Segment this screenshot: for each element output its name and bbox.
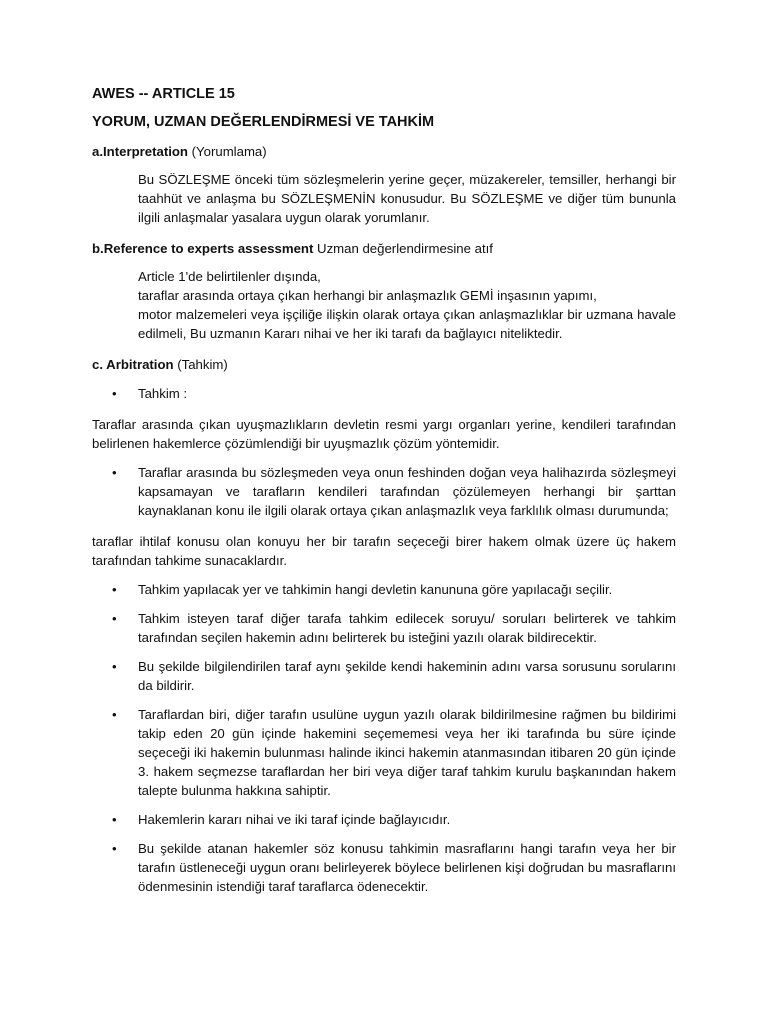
section-a-label: a.Interpretation [92,144,188,159]
section-b-line3: motor malzemeleri veya işçiliğe ilişkin olarak ortaya çıkan anlaşmazlıklar bir uzmana havale edilmeli, Bu uzmanın Kararı nihai ve her iki tarafı da bağlayıcı niteliktedir. [138,307,676,341]
list-item: • Tahkim : [112,386,188,401]
bullet-icon: • [112,812,117,827]
bullet-icon: • [112,707,117,722]
arbitration-definition: Taraflar arasında çıkan uyuşmazlıkların devletin resmi yargı organları yerine, kendileri tarafından belirlenen hakemlerce çözümlendiği bir uyuşmazlık çözüm yöntemidir. [92,417,676,451]
list-item: • Hakemlerin kararı nihai ve iki taraf içinde bağlayıcıdır. [112,812,451,827]
section-b-line2: taraflar arasında ortaya çıkan herhangi bir anlaşmazlık GEMİ inşasının yapımı, [138,288,597,303]
arbitration-rules-list [92,580,676,896]
list-item: • Tahkim isteyen taraf diğer tarafa tahkim edilecek soruyu/ soruları belirterek ve tahkim tarafından seçilen hakemin adını belirterek bu isteğini yazılı olarak bildirecektir. [112,611,676,645]
list-item: • Bu şekilde atanan hakemler söz konusu tahkimin masraflarını hangi tarafın veya her bir tarafın üstleneceği uygun oranı belirleyerek böylece belirlenen kişi doğrudan bu masraflarını ödenmesinin istendiği taraf taraflarca ödenecektir. [112,841,676,894]
document-title: AWES -- ARTICLE 15 [92,86,235,102]
bullet-icon: • [112,386,117,401]
arbitration-submission: taraflar ihtilaf konusu olan konuyu her bir tarafın seçeceği birer hakem olmak üzere üç hakem tarafından tahkime sunacaklardır. [92,534,676,568]
bullet-icon: • [112,582,117,597]
section-b-line1: Article 1'de belirtilenler dışında, [138,269,321,284]
bullet-icon: • [112,841,117,856]
list-item: • Taraflar arasında bu sözleşmeden veya onun feshinden doğan veya halihazırda sözleşmeyi kapsamayan ve tarafların kendileri tarafından çözülemeyen herhangi bir şarttan kaynaklanan konu ile ilgili olarak ortaya çıkan anlaşmazlık veya farklılık olması durumunda; [112,465,676,518]
list-item: • Taraflardan biri, diğer tarafın usulüne uygun yazılı olarak bildirilmesine rağmen bu bildirimi takip eden 20 gün içinde hakemini seçememesi veya her iki tarafında bu süre içinde seçeceği iki hakemin bulunması halinde ikinci hakemin atanmasından itibaren 20 gün içinde 3. hakem seçmezse taraflardan her biri veya diğer taraf tahkim kurulu başkanından hakem talepte bulunma hakkına sahiptir. [112,707,676,798]
section-a-heading [92,142,676,161]
section-b-heading [92,239,676,258]
section-a-text: Bu SÖZLEŞME önceki tüm sözleşmelerin yerine geçer, müzakereler, temsiller, herhangi bir taahhüt ve anlaşma bu SÖZLEŞMENİN konusudur. Bu SÖZLEŞME ve diğer tüm bununla ilgili anlaşmalar yasalara uygun olarak yorumlanır. [138,172,676,225]
section-b-text [138,267,676,343]
list-item: • Bu şekilde bilgilendirilen taraf aynı şekilde kendi hakeminin adını varsa sorusunu sorularını da bildirir. [112,659,676,693]
section-c-label: c. Arbitration [92,357,174,372]
bullet-icon: • [112,659,117,674]
bullet-icon: • [112,465,117,480]
document-page [92,86,676,896]
section-c-heading [92,355,676,374]
section-a-label-suffix: (Yorumlama) [188,144,267,159]
tahkim-bullet-list [92,384,676,403]
section-b-label: b.Reference to experts assessment [92,241,314,256]
dispute-bullet-list [92,463,676,520]
list-item: • Tahkim yapılacak yer ve tahkimin hangi devletin kanununa göre yapılacağı seçilir. [112,582,613,597]
bullet-icon: • [112,611,117,626]
document-subtitle: YORUM, UZMAN DEĞERLENDİRMESİ VE TAHKİM [92,114,435,130]
section-b-label-suffix: Uzman değerlendirmesine atıf [313,241,493,256]
section-c-label-suffix: (Tahkim) [173,357,228,372]
